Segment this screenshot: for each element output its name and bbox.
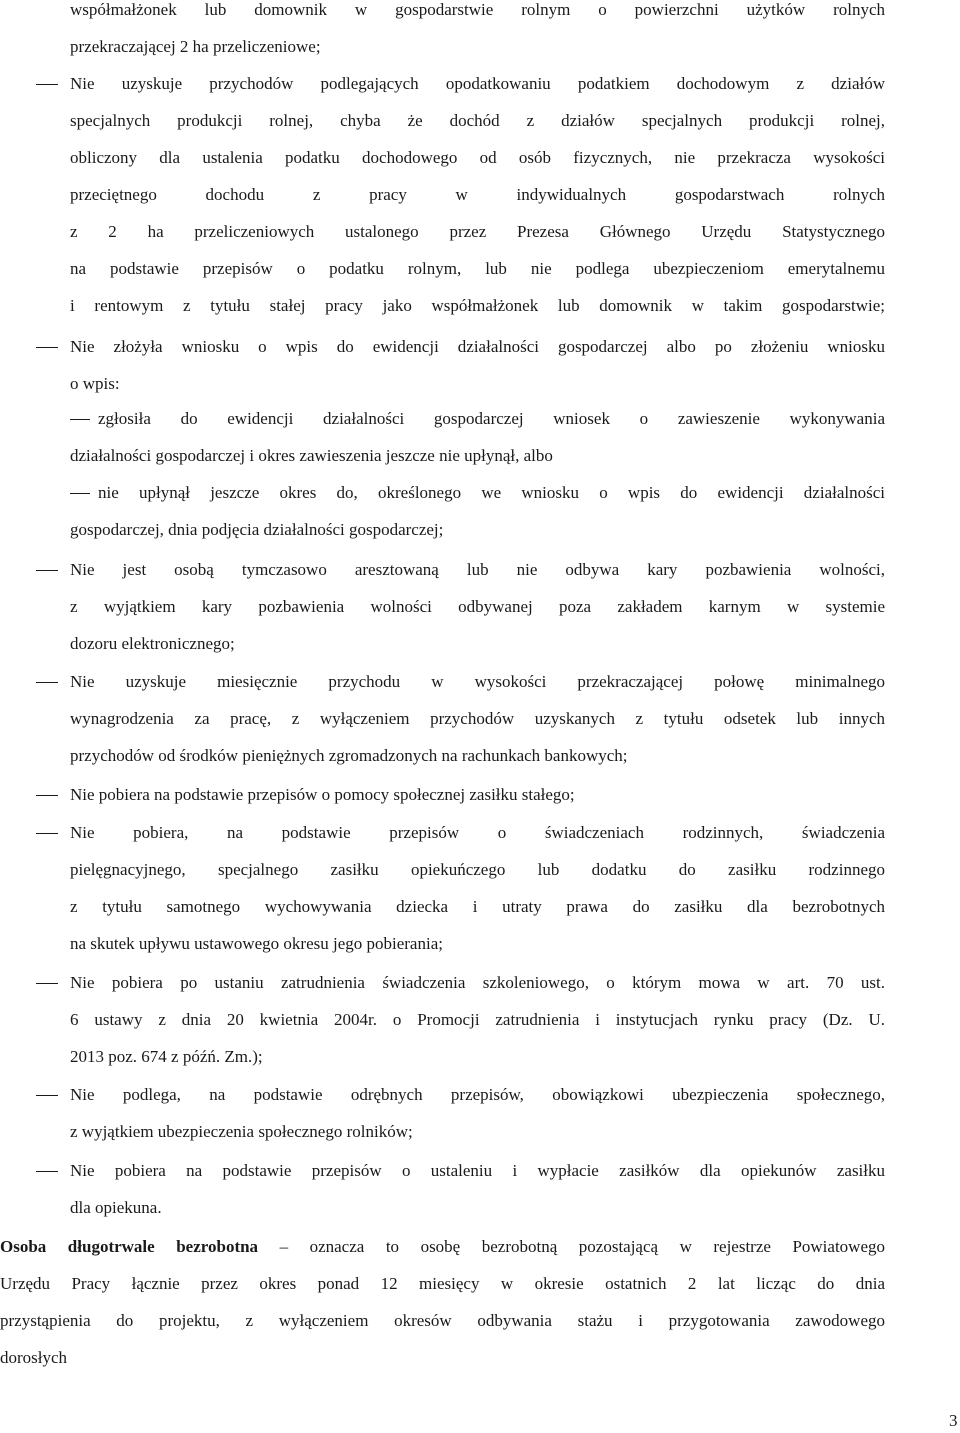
list-line: dozoru elektronicznego; bbox=[70, 634, 235, 653]
list-line: gospodarczej, dnia podjęcia działalności gospodarczej; bbox=[70, 520, 444, 539]
definition-line bbox=[0, 1234, 885, 1260]
list-line: Nie pobiera na podstawie przepisów o ustaleniu i wypłacie zasiłków dla opiekunów zasiłku bbox=[70, 1161, 885, 1180]
list-line: przychodów od środków pieniężnych zgromadzonych na rachunkach bankowych; bbox=[70, 746, 628, 765]
list-dash-marker bbox=[36, 833, 58, 834]
list-line: specjalnych produkcji rolnej, chyba że dochód z działów specjalnych produkcji rolnej, bbox=[70, 111, 885, 130]
list-dash-marker bbox=[36, 84, 58, 85]
list-line: z tytułu samotnego wychowywania dziecka i utraty prawa do zasiłku dla bezrobotnych bbox=[70, 897, 885, 916]
list-dash-marker bbox=[36, 682, 58, 683]
list-line: Nie pobiera na podstawie przepisów o pomocy społecznej zasiłku stałego; bbox=[70, 785, 575, 804]
definition-line: przystąpienia do projektu, z wyłączeniem okresów odbywania stażu i przygotowania zawodowego bbox=[0, 1311, 885, 1330]
list-line: pielęgnacyjnego, specjalnego zasiłku opiekuńczego lub dodatku do zasiłku rodzinnego bbox=[70, 860, 885, 879]
list-dash-marker bbox=[70, 493, 90, 494]
list-line: przekraczającej 2 ha przeliczeniowe; bbox=[70, 37, 321, 56]
definition-line: dorosłych bbox=[0, 1348, 68, 1367]
list-line: zgłosiła do ewidencji działalności gospodarczej wniosek o zawieszenie wykonywania bbox=[98, 409, 885, 428]
list-line: Nie pobiera po ustaniu zatrudnienia świadczenia szkoleniowego, o którym mowa w art. 70 ust. bbox=[70, 973, 885, 992]
definition-line: Urzędu Pracy łącznie przez okres ponad 12 miesięcy w okresie ostatnich 2 lat licząc do dnia bbox=[0, 1274, 885, 1293]
list-line: Nie złożyła wniosku o wpis do ewidencji działalności gospodarczej albo po złożeniu wniosku bbox=[70, 337, 885, 356]
list-line: Nie pobiera, na podstawie przepisów o świadczeniach rodzinnych, świadczenia bbox=[70, 823, 885, 842]
list-line: z wyjątkiem ubezpieczenia społecznego rolników; bbox=[70, 1122, 413, 1141]
list-line: nie upłynął jeszcze okres do, określonego we wniosku o wpis do ewidencji działalności bbox=[98, 483, 885, 502]
list-line: współmałżonek lub domownik w gospodarstwie rolnym o powierzchni użytków rolnych bbox=[70, 0, 885, 19]
list-line: o wpis: bbox=[70, 374, 120, 393]
list-line: Nie uzyskuje miesięcznie przychodu w wysokości przekraczającej połowę minimalnego bbox=[70, 672, 885, 691]
list-line: dla opiekuna. bbox=[70, 1198, 162, 1217]
list-line: z 2 ha przeliczeniowych ustalonego przez Prezesa Głównego Urzędu Statystycznego bbox=[70, 222, 885, 241]
definition-text: oznacza to osobę bezrobotną pozostającą w rejestrze Powiatowego bbox=[309, 1237, 885, 1256]
list-line: 2013 poz. 674 z późń. Zm.); bbox=[70, 1047, 263, 1066]
list-line: z wyjątkiem kary pozbawienia wolności odbywanej poza zakładem karnym w systemie bbox=[70, 597, 885, 616]
list-line: na podstawie przepisów o podatku rolnym, lub nie podlega ubezpieczeniom emerytalnemu bbox=[70, 259, 885, 278]
list-dash-marker bbox=[70, 419, 90, 420]
list-dash-marker bbox=[36, 1095, 58, 1096]
page-number: 3 bbox=[949, 1411, 958, 1430]
list-line: 6 ustawy z dnia 20 kwietnia 2004r. o Promocji zatrudnienia i instytucjach rynku pracy (Dz. U. bbox=[70, 1010, 885, 1029]
list-line: Nie jest osobą tymczasowo aresztowaną lub nie odbywa kary pozbawienia wolności, bbox=[70, 560, 885, 579]
list-line: wynagrodzenia za pracę, z wyłączeniem przychodów uzyskanych z tytułu odsetek lub innych bbox=[70, 709, 885, 728]
list-line: na skutek upływu ustawowego okresu jego pobierania; bbox=[70, 934, 443, 953]
list-line: przeciętnego dochodu z pracy w indywidualnych gospodarstwach rolnych bbox=[70, 185, 885, 204]
list-line: i rentowym z tytułu stałej pracy jako współmałżonek lub domownik w takim gospodarstwie; bbox=[70, 296, 885, 315]
list-dash-marker bbox=[36, 570, 58, 571]
list-line: obliczony dla ustalenia podatku dochodowego od osób fizycznych, nie przekracza wysokości bbox=[70, 148, 885, 167]
list-dash-marker bbox=[36, 983, 58, 984]
list-line: działalności gospodarczej i okres zawieszenia jeszcze nie upłynął, albo bbox=[70, 446, 553, 465]
list-dash-marker bbox=[36, 347, 58, 348]
list-line: Nie podlega, na podstawie odrębnych przepisów, obowiązkowi ubezpieczenia społecznego, bbox=[70, 1085, 885, 1104]
list-dash-marker bbox=[36, 1171, 58, 1172]
definition-term: Osoba długotrwale bezrobotna bbox=[0, 1237, 259, 1256]
list-dash-marker bbox=[36, 795, 58, 796]
list-line: Nie uzyskuje przychodów podlegających opodatkowaniu podatkiem dochodowym z działów bbox=[70, 74, 885, 93]
definition-dash: – bbox=[279, 1237, 289, 1256]
